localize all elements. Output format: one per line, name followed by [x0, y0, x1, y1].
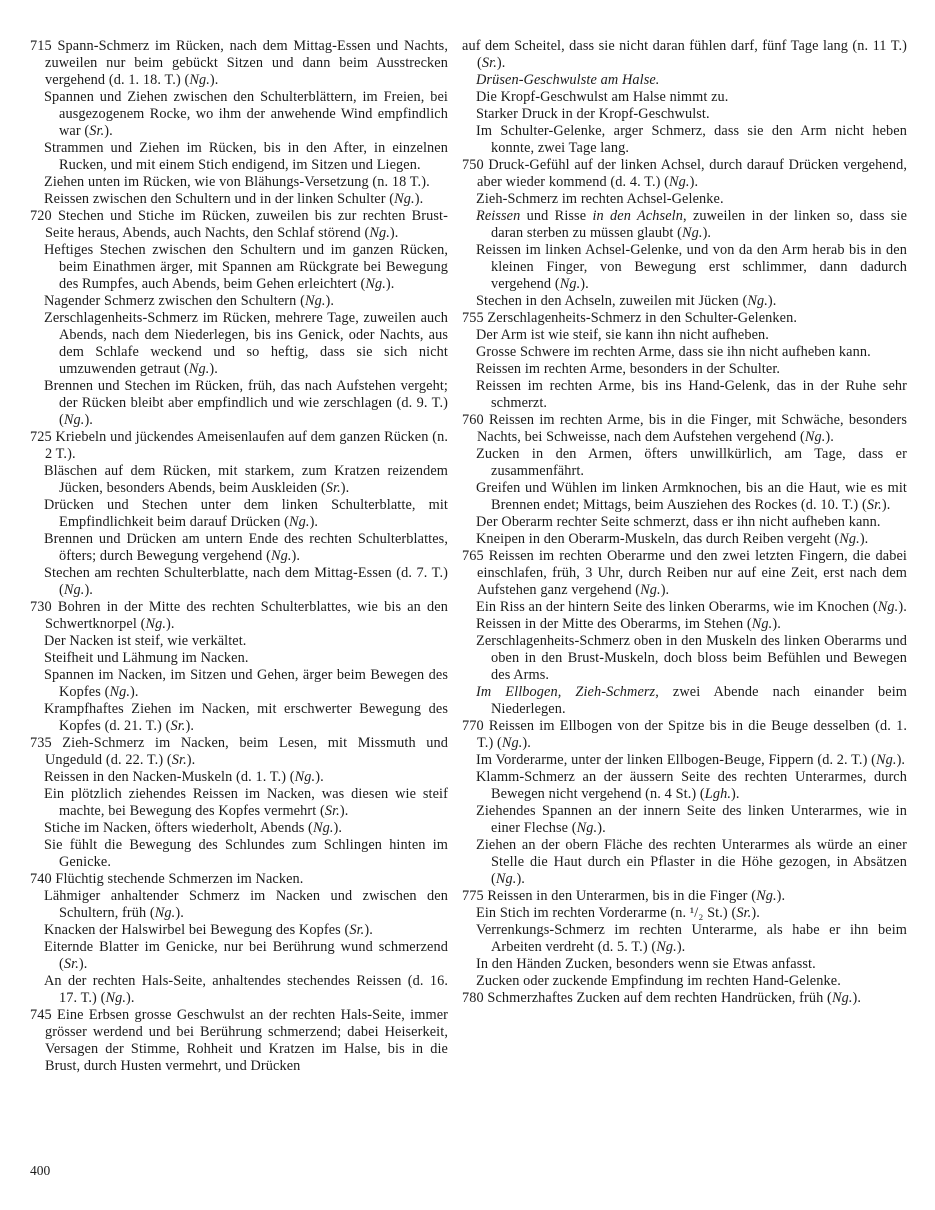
symptom-entry: Kneipen in den Oberarm-Muskeln, das durch Reiben vergeht (Ng.).: [476, 531, 869, 547]
entry-number: 735: [30, 735, 52, 751]
symptom-entry: Stechen am rechten Schulterblatte, nach dem Mittag-Essen (d. 7. T.) (Ng.).: [44, 565, 448, 598]
symptom-entry: Ein plötzlich ziehendes Reissen im Nacken, was diesen wie steif machte, bei Bewegung des Kopfes vermehrt (Sr.).: [44, 786, 448, 819]
symptom-entry: Zucken in den Armen, öfters unwillkürlich, am Tage, dass er zusammenfährt.: [476, 446, 907, 479]
symptom-entry: Der Arm ist wie steif, sie kann ihn nicht aufheben.: [476, 327, 769, 343]
symptom-entry: 745 Eine Erbsen grosse Geschwulst an der rechten Hals-Seite, immer grösser werdend und bei Berührung schmerzend; dabei Heiserkeit, Versagen der Stimme, Rohheit und Kratzen im Halse, bis in die Brust, durch Husten vermehrt, und Drücken: [30, 1007, 448, 1074]
entry-number: 720: [30, 208, 52, 224]
symptom-entry: Der Nacken ist steif, wie verkältet.: [44, 633, 247, 649]
symptom-entry: Reissen im rechten Arme, besonders in der Schulter.: [476, 361, 781, 377]
symptom-entry: 770 Reissen im Ellbogen von der Spitze bis in die Beuge desselben (d. 1. T.) (Ng.).: [462, 718, 907, 751]
entry-number: 715: [30, 38, 52, 54]
symptom-entry: Zerschlagenheits-Schmerz im Rücken, mehrere Tage, zuweilen auch Abends, nach dem Niederlegen, bis ins Genick, oder Nachts, aus dem Schlafe weckend und so heftig, dass sie sich nicht umzuwenden getraut (Ng.).: [44, 310, 448, 377]
symptom-entry: 755 Zerschlagenheits-Schmerz in den Schulter-Gelenken.: [462, 310, 798, 326]
symptom-entry: Krampfhaftes Ziehen im Nacken, mit erschwerter Bewegung des Kopfes (d. 21. T.) (Sr.).: [44, 701, 448, 734]
symptom-entry: 750 Druck-Gefühl auf der linken Achsel, durch darauf Drücken vergehend, aber wieder kommend (d. 4. T.) (Ng.).: [462, 157, 907, 190]
symptom-entry: Im Schulter-Gelenke, arger Schmerz, dass sie den Arm nicht heben konnte, zwei Tage lang.: [476, 123, 907, 156]
symptom-entry: Stechen in den Achseln, zuweilen mit Jücken (Ng.).: [476, 293, 777, 309]
symptom-entry: Verrenkungs-Schmerz im rechten Unterarme, als habe er ihn beim Arbeiten verdreht (d. 5. T.) (Ng.).: [476, 922, 907, 955]
symptom-entry: Klamm-Schmerz an der äussern Seite des rechten Unterarmes, durch Bewegen nicht vergehend (n. 4 St.) (Lgh.).: [476, 769, 907, 802]
symptom-entry: 715 Spann-Schmerz im Rücken, nach dem Mittag-Essen und Nachts, zuweilen nur beim gebückt Sitzen und dann beim Ausstrecken vergehend (d. 1. 18. T.) (Ng.).: [30, 38, 448, 88]
symptom-entry: Stiche im Nacken, öfters wiederholt, Abends (Ng.).: [44, 820, 343, 836]
symptom-entry: 730 Bohren in der Mitte des rechten Schulterblattes, wie bis an den Schwertknorpel (Ng.).: [30, 599, 448, 632]
symptom-entry: Lähmiger anhaltender Schmerz im Nacken und zwischen den Schultern, früh (Ng.).: [44, 888, 448, 921]
symptom-entry: In den Händen Zucken, besonders wenn sie Etwas anfasst.: [476, 956, 816, 972]
entry-number: 740: [30, 871, 52, 887]
symptom-entry: Im Vorderarme, unter der linken Ellbogen-Beuge, Fippern (d. 2. T.) (Ng.).: [476, 752, 906, 768]
symptom-entry: Drüsen-Geschwulste am Halse.: [476, 72, 660, 88]
symptom-entry: Steifheit und Lähmung im Nacken.: [44, 650, 249, 666]
symptom-entry: Drücken und Stechen unter dem linken Schulterblatte, mit Empfindlichkeit beim darauf Drücken (Ng.).: [44, 497, 448, 530]
symptom-entry: Zieh-Schmerz im rechten Achsel-Gelenke.: [476, 191, 724, 207]
symptom-entry: 735 Zieh-Schmerz im Nacken, beim Lesen, mit Missmuth und Ungeduld (d. 22. T.) (Sr.).: [30, 735, 448, 768]
entry-number: 755: [462, 310, 484, 326]
symptom-entry: Ein Riss an der hintern Seite des linken Oberarms, wie im Knochen (Ng.).: [476, 599, 907, 615]
symptom-entry: 775 Reissen in den Unterarmen, bis in die Finger (Ng.).: [462, 888, 786, 904]
entry-number: 725: [30, 429, 52, 445]
symptom-entry: Ziehen an der obern Fläche des rechten Unterarmes als würde an einer Stelle die Haut durch ein Pflaster in die Höhe gezogen, in Absätzen (Ng.).: [476, 837, 907, 887]
entry-number: 750: [462, 157, 484, 173]
symptom-entry: Brennen und Stechen im Rücken, früh, das nach Aufstehen vergeht; der Rücken bleibt aber empfindlich und wie zerschlagen (d. 9. T.) (Ng.).: [44, 378, 448, 428]
entry-number: 730: [30, 599, 52, 615]
symptom-entry: Zerschlagenheits-Schmerz oben in den Muskeln des linken Oberarms und oben in den Brust-Muskeln, doch bloss beim Befühlen und Bewegen des Arms.: [476, 633, 907, 683]
symptom-entry: Nagender Schmerz zwischen den Schultern (Ng.).: [44, 293, 335, 309]
symptom-entry: 765 Reissen im rechten Oberarme und den zwei letzten Fingern, die dabei einschlafen, früh, 3 Uhr, durch Reiben nur auf eine Zeit, erst nach dem Aufstehen ganz vergehend (Ng.).: [462, 548, 907, 598]
symptom-entry: Ein Stich im rechten Vorderarme (n. ¹/₂ St.) (Sr.).: [476, 905, 760, 921]
symptom-entry: 760 Reissen im rechten Arme, bis in die Finger, mit Schwäche, besonders Nachts, bei Schweisse, nach dem Aufstehen vergehend (Ng.).: [462, 412, 907, 445]
symptom-entry: An der rechten Hals-Seite, anhaltendes stechendes Reissen (d. 16. 17. T.) (Ng.).: [44, 973, 448, 1006]
symptom-entry: Die Kropf-Geschwulst am Halse nimmt zu.: [476, 89, 729, 105]
symptom-entry: Ziehendes Spannen an der innern Seite des linken Unterarmes, wie in einer Flechse (Ng.).: [476, 803, 907, 836]
symptom-entry: 725 Kriebeln und jückendes Ameisenlaufen auf dem ganzen Rücken (n. 2 T.).: [30, 429, 448, 462]
symptom-entry: Heftiges Stechen zwischen den Schultern und im ganzen Rücken, beim Einathmen ärger, mit Spannen am Rückgrate bei Bewegung des Rumpfes, auch Abends, beim Gehen erleichtert (Ng.).: [44, 242, 448, 292]
symptom-entry: 740 Flüchtig stechende Schmerzen im Nacken.: [30, 871, 304, 887]
symptom-entry: Knacken der Halswirbel bei Bewegung des Kopfes (Sr.).: [44, 922, 373, 938]
symptom-entry: Reissen und Risse in den Achseln, zuweilen in der linken so, dass sie daran sterben zu müssen glaubt (Ng.).: [476, 208, 908, 241]
symptom-entry: Spannen im Nacken, im Sitzen und Gehen, ärger beim Bewegen des Kopfes (Ng.).: [44, 667, 448, 700]
symptom-entry: Reissen im rechten Arme, bis ins Hand-Gelenk, das in der Ruhe sehr schmerzt.: [476, 378, 907, 411]
entry-number: 760: [462, 412, 484, 428]
entry-number: 775: [462, 888, 484, 904]
symptom-entry: Spannen und Ziehen zwischen den Schulterblättern, im Freien, bei ausgezogenem Rocke, wo ihm der anwehende Wind empfindlich war (Sr.).: [44, 89, 448, 139]
left-column: [30, 38, 448, 1075]
entry-number: 765: [462, 548, 484, 564]
symptom-entry: auf dem Scheitel, dass sie nicht daran fühlen darf, fünf Tage lang (n. 11 T.) (Sr.).: [462, 38, 907, 71]
symptom-entry: Brennen und Drücken am untern Ende des rechten Schulterblattes, öfters; durch Bewegung vergehend (Ng.).: [44, 531, 448, 564]
symptom-entry: Strammen und Ziehen im Rücken, bis in den After, in einzelnen Rucken, und mit einem Stich endigend, im Sitzen und Liegen.: [44, 140, 448, 173]
symptom-entry: Zucken oder zuckende Empfindung im rechten Hand-Gelenke.: [476, 973, 841, 989]
symptom-entry: Bläschen auf dem Rücken, mit starkem, zum Kratzen reizendem Jücken, besonders Abends, beim Auskleiden (Sr.).: [44, 463, 448, 496]
entry-number: 780: [462, 990, 484, 1006]
symptom-entry: Starker Druck in der Kropf-Geschwulst.: [476, 106, 710, 122]
symptom-entry: Der Oberarm rechter Seite schmerzt, dass er ihn nicht aufheben kann.: [476, 514, 881, 530]
entry-number: 770: [462, 718, 484, 734]
symptom-entry: 780 Schmerzhaftes Zucken auf dem rechten Handrücken, früh (Ng.).: [462, 990, 862, 1006]
symptom-entry: Reissen in der Mitte des Oberarms, im Stehen (Ng.).: [476, 616, 781, 632]
symptom-entry: Grosse Schwere im rechten Arme, dass sie ihn nicht aufheben kann.: [476, 344, 871, 360]
symptom-entry: Ziehen unten im Rücken, wie von Blähungs-Versetzung (n. 18 T.).: [44, 174, 430, 190]
right-column: [462, 38, 907, 1075]
symptom-entry: Reissen in den Nacken-Muskeln (d. 1. T.) (Ng.).: [44, 769, 324, 785]
entry-number: 745: [30, 1007, 52, 1023]
symptom-entry: Reissen zwischen den Schultern und in der linken Schulter (Ng.).: [44, 191, 424, 207]
page-number: 400: [30, 1163, 51, 1178]
symptom-entry: Sie fühlt die Bewegung des Schlundes zum Schlingen hinten im Genicke.: [44, 837, 448, 870]
symptom-entry: Im Ellbogen, Zieh-Schmerz, zwei Abende nach einander beim Niederlegen.: [476, 684, 907, 717]
symptom-entry: Reissen im linken Achsel-Gelenke, und von da den Arm herab bis in den kleinen Finger, von Bewegung erst schlimmer, dann dadurch vergehend (Ng.).: [476, 242, 907, 292]
symptom-entry: 720 Stechen und Stiche im Rücken, zuweilen bis zur rechten Brust-Seite heraus, Abends, auch Nachts, den Schlaf störend (Ng.).: [30, 208, 448, 241]
symptom-entry: Eiternde Blatter im Genicke, nur bei Berührung wund schmerzend (Sr.).: [44, 939, 448, 972]
symptom-entry: Greifen und Wühlen im linken Armknochen, bis an die Haut, wie es mit Brennen endet; Mittags, beim Ausziehen des Rockes (d. 10. T.) (Sr.).: [476, 480, 907, 513]
